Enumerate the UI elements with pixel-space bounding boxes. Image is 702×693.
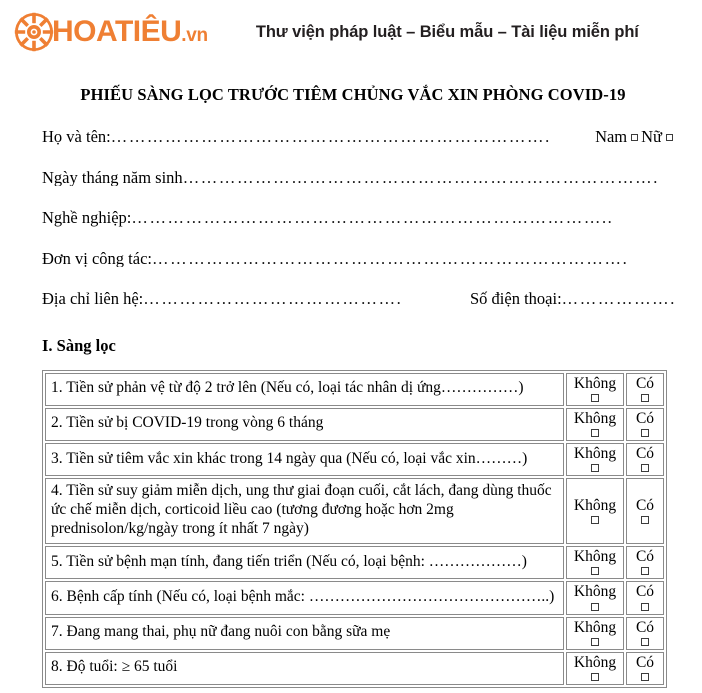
option-yes-cell bbox=[626, 408, 664, 441]
field-dob-label: Ngày tháng năm sinh bbox=[42, 169, 183, 186]
option-yes-cell bbox=[626, 652, 664, 685]
field-dob bbox=[42, 170, 676, 187]
question-text: 6. Bệnh cấp tính (Nếu có, loại bệnh mắc: ………………………………………..) bbox=[51, 587, 555, 605]
option-no-cell bbox=[566, 546, 624, 579]
field-fullname-dots: ………………………………………………………………. bbox=[110, 129, 551, 146]
option-yes-cell bbox=[626, 478, 664, 544]
field-address-dots: ……………………………………. bbox=[143, 291, 403, 308]
question-text: ức chế miễn dịch, corticoid liều cao (tương đương hoặc hơn 2mg bbox=[51, 501, 454, 519]
gender-female-checkbox[interactable] bbox=[666, 134, 673, 141]
table-row bbox=[45, 373, 664, 406]
option-yes-cell bbox=[626, 617, 664, 650]
option-yes-label: Có bbox=[635, 618, 655, 636]
question-cell bbox=[45, 652, 564, 685]
option-yes-cell bbox=[626, 373, 664, 406]
option-yes-label: Có bbox=[635, 496, 655, 514]
question-cell bbox=[45, 546, 564, 579]
option-no-label: Không bbox=[573, 374, 617, 392]
option-yes-label: Có bbox=[635, 653, 655, 671]
option-no-checkbox[interactable] bbox=[591, 603, 599, 611]
option-no-cell bbox=[566, 652, 624, 685]
option-no-checkbox[interactable] bbox=[591, 394, 599, 402]
brand-wordmark bbox=[52, 17, 208, 47]
table-row bbox=[45, 443, 664, 476]
document-body bbox=[0, 85, 702, 688]
question-text: 3. Tiền sử tiêm vắc xin khác trong 14 ngày qua (Nếu có, loại vắc xin………) bbox=[51, 449, 528, 467]
question-cell bbox=[45, 478, 564, 544]
field-fullname bbox=[42, 129, 676, 146]
option-yes-label: Có bbox=[635, 548, 655, 566]
field-workplace-label: Đơn vị công tác: bbox=[42, 250, 152, 267]
option-no-label: Không bbox=[573, 583, 617, 601]
option-no-label: Không bbox=[573, 618, 617, 636]
gender-female-label: Nữ bbox=[641, 129, 662, 146]
option-yes-checkbox[interactable] bbox=[641, 673, 649, 681]
option-yes-checkbox[interactable] bbox=[641, 603, 649, 611]
question-cell bbox=[45, 581, 564, 614]
table-row bbox=[45, 617, 664, 650]
section-heading-screening: I. Sàng lọc bbox=[42, 335, 116, 355]
option-no-cell bbox=[566, 443, 624, 476]
page-title: PHIẾU SÀNG LỌC TRƯỚC TIÊM CHỦNG VẮC XIN PHÒNG COVID-19 bbox=[80, 85, 626, 104]
option-yes-cell bbox=[626, 581, 664, 614]
field-address-label: Địa chỉ liên hệ: bbox=[42, 291, 144, 308]
option-yes-checkbox[interactable] bbox=[641, 464, 649, 472]
option-no-checkbox[interactable] bbox=[591, 673, 599, 681]
brand-name: HOATIÊU bbox=[52, 15, 182, 48]
option-yes-cell bbox=[626, 443, 664, 476]
option-no-cell bbox=[566, 373, 624, 406]
option-no-cell bbox=[566, 478, 624, 544]
option-yes-label: Có bbox=[635, 409, 655, 427]
option-no-cell bbox=[566, 408, 624, 441]
option-yes-checkbox[interactable] bbox=[641, 516, 649, 524]
option-no-label: Không bbox=[573, 496, 617, 514]
question-text: prednisolon/kg/ngày trong ít nhất 7 ngày) bbox=[51, 520, 309, 538]
screening-table bbox=[42, 370, 667, 689]
table-row bbox=[45, 408, 664, 441]
option-yes-checkbox[interactable] bbox=[641, 394, 649, 402]
ship-wheel-icon bbox=[14, 12, 54, 52]
option-no-label: Không bbox=[573, 445, 617, 463]
option-no-checkbox[interactable] bbox=[591, 516, 599, 524]
option-no-label: Không bbox=[573, 548, 617, 566]
field-address-phone bbox=[42, 291, 676, 308]
option-yes-cell bbox=[626, 546, 664, 579]
question-text: 4. Tiền sử suy giảm miễn dịch, ung thư giai đoạn cuối, cắt lách, đang dùng thuốc bbox=[51, 482, 552, 500]
question-text: 7. Đang mang thai, phụ nữ đang nuôi con bằng sữa mẹ bbox=[51, 623, 391, 641]
field-phone-label: Số điện thoại: bbox=[470, 291, 562, 308]
field-fullname-label: Họ và tên: bbox=[42, 129, 111, 146]
field-workplace-dots: ……………………………………………………………………. bbox=[152, 250, 629, 267]
table-row bbox=[45, 546, 664, 579]
option-yes-label: Có bbox=[635, 374, 655, 392]
option-yes-checkbox[interactable] bbox=[641, 567, 649, 575]
brand-logo[interactable] bbox=[14, 12, 208, 52]
question-cell bbox=[45, 617, 564, 650]
question-text: 1. Tiền sử phản vệ từ độ 2 trở lên (Nếu có, loại tác nhân dị ứng……………) bbox=[51, 379, 524, 397]
question-cell bbox=[45, 408, 564, 441]
gender-options bbox=[595, 129, 676, 146]
option-no-label: Không bbox=[573, 409, 617, 427]
question-cell bbox=[45, 373, 564, 406]
field-phone-dots: ………………. bbox=[561, 291, 676, 308]
gender-male-checkbox[interactable] bbox=[631, 134, 638, 141]
table-row bbox=[45, 652, 664, 685]
option-no-label: Không bbox=[573, 653, 617, 671]
option-yes-checkbox[interactable] bbox=[641, 429, 649, 437]
option-no-cell bbox=[566, 581, 624, 614]
option-yes-label: Có bbox=[635, 583, 655, 601]
table-row bbox=[45, 581, 664, 614]
brand-tld: .vn bbox=[181, 25, 208, 46]
option-no-cell bbox=[566, 617, 624, 650]
question-text: 5. Tiền sử bệnh mạn tính, đang tiến triển (Nếu có, loại bệnh: ………………) bbox=[51, 552, 527, 570]
field-occupation-dots: …………………………………………………………………….. bbox=[131, 210, 614, 227]
option-no-checkbox[interactable] bbox=[591, 638, 599, 646]
site-header bbox=[0, 0, 702, 64]
option-no-checkbox[interactable] bbox=[591, 464, 599, 472]
field-occupation-label: Nghề nghiệp: bbox=[42, 210, 132, 227]
gender-male-label: Nam bbox=[595, 129, 628, 146]
site-tagline: Thư viện pháp luật – Biểu mẫu – Tài liệu miễn phí bbox=[255, 22, 639, 41]
question-text: 2. Tiền sử bị COVID-19 trong vòng 6 tháng bbox=[51, 414, 324, 432]
field-workplace bbox=[42, 251, 676, 268]
question-text: 8. Độ tuổi: ≥ 65 tuổi bbox=[51, 658, 178, 676]
option-yes-checkbox[interactable] bbox=[641, 638, 649, 646]
screening-table-body bbox=[45, 373, 664, 686]
field-occupation bbox=[42, 210, 676, 227]
option-no-checkbox[interactable] bbox=[591, 567, 599, 575]
option-yes-label: Có bbox=[635, 445, 655, 463]
field-dob-dots: ……………………………………………………………………. bbox=[182, 169, 660, 186]
question-cell bbox=[45, 443, 564, 476]
table-row bbox=[45, 478, 664, 544]
option-no-checkbox[interactable] bbox=[591, 429, 599, 437]
